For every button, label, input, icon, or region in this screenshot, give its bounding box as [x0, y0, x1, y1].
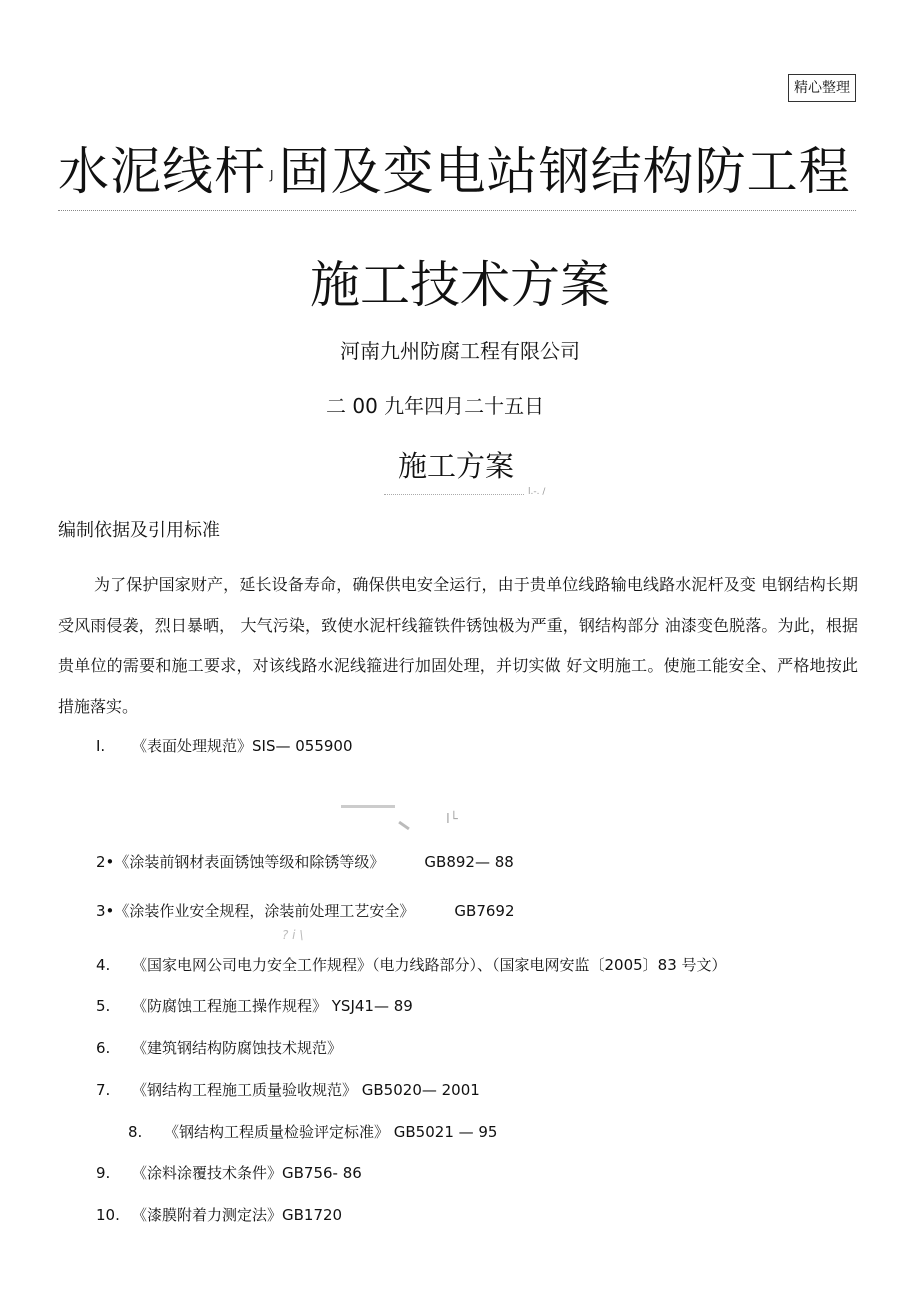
document-date: 二 00 九年四月二十五日	[326, 394, 545, 418]
reference-item	[96, 1079, 480, 1101]
reference-item	[96, 851, 514, 873]
watermark-stamp: 精心整理	[788, 74, 856, 102]
reference-number: 6.	[96, 1039, 111, 1057]
reference-item	[96, 1162, 362, 1184]
reference-number: 3•	[96, 902, 115, 920]
intro-paragraph: 为了保护国家财产，延长设备寿命，确保供电安全运行，由于贵单位线路输电线路水泥杆及变 电钢结构长期受风雨侵袭，烈日暴晒， 大气污染，致使水泥杆线箍铁件锈蚀极为严重，钢结构部分 油漆变色脱落。为此，根据贵单位的需要和施工要求，对该线路水泥线箍进行加固处理，并切实做 好文明施工。使施工能安全、严格地按此措施落实。	[58, 575, 858, 716]
reference-text: 《钢结构工程质量检验评定标准》 GB5021 — 95	[164, 1123, 498, 1141]
reference-text: 《表面处理规范》SIS— 055900	[132, 737, 353, 755]
section-heading: 编制依据及引用标准	[58, 520, 220, 541]
title-divider	[58, 210, 856, 211]
reference-item	[128, 1121, 497, 1143]
reference-text: 《钢结构工程施工质量验收规范》 GB5020— 2001	[132, 1081, 480, 1099]
underline-artifact: l.-. /	[528, 487, 546, 497]
document-title-line2: 施工技术方案	[310, 256, 610, 314]
reference-item	[96, 735, 353, 757]
reference-text: 《国家电网公司电力安全工作规程》（电力线路部分）、（国家电网安监〔2005〕83 号文）	[132, 956, 727, 974]
reference-text: 《建筑钢结构防腐蚀技术规范》	[132, 1039, 343, 1057]
scan-noise-bar	[341, 805, 395, 808]
reference-item	[96, 954, 727, 976]
reference-number: 8.	[128, 1123, 143, 1141]
reference-item	[96, 995, 413, 1017]
reference-number: 2•	[96, 853, 115, 871]
company-name: 河南九州防腐工程有限公司	[340, 339, 580, 363]
reference-number: 10.	[96, 1206, 120, 1224]
reference-item	[96, 1037, 342, 1059]
reference-code: GB892— 88	[424, 853, 514, 871]
reference-number: 4.	[96, 956, 111, 974]
plan-title: 施工方案	[397, 449, 514, 483]
reference-text: 《涂装作业安全规程，涂装前处理工艺安全》	[114, 902, 415, 920]
plan-title-underline	[384, 494, 524, 495]
reference-code: GB7692	[454, 902, 515, 920]
reference-item	[96, 900, 515, 922]
reference-number: 9.	[96, 1164, 111, 1182]
reference-text: 《漆膜附着力测定法》GB1720	[132, 1206, 343, 1224]
scan-noise-glyph: I└	[446, 812, 458, 827]
reference-text: 《涂料涂覆技术条件》GB756- 86	[132, 1164, 362, 1182]
scan-noise-tick	[398, 821, 410, 830]
reference-number: I.	[96, 737, 106, 755]
reference-text: 《防腐蚀工程施工操作规程》 YSJ41— 89	[132, 997, 413, 1015]
reference-item	[96, 1204, 342, 1226]
title-part-a: 水泥线杆	[58, 143, 267, 202]
reference-number: 5.	[96, 997, 111, 1015]
title-stray-mark: J	[270, 168, 275, 182]
scan-noise-glyphs: ? i \	[282, 928, 304, 942]
title-part-b: 固及变电站钢结构防工程	[278, 143, 851, 202]
reference-text: 《涂装前钢材表面锈蚀等级和除锈等级》	[114, 853, 385, 871]
document-title-line1	[58, 138, 851, 210]
reference-number: 7.	[96, 1081, 111, 1099]
